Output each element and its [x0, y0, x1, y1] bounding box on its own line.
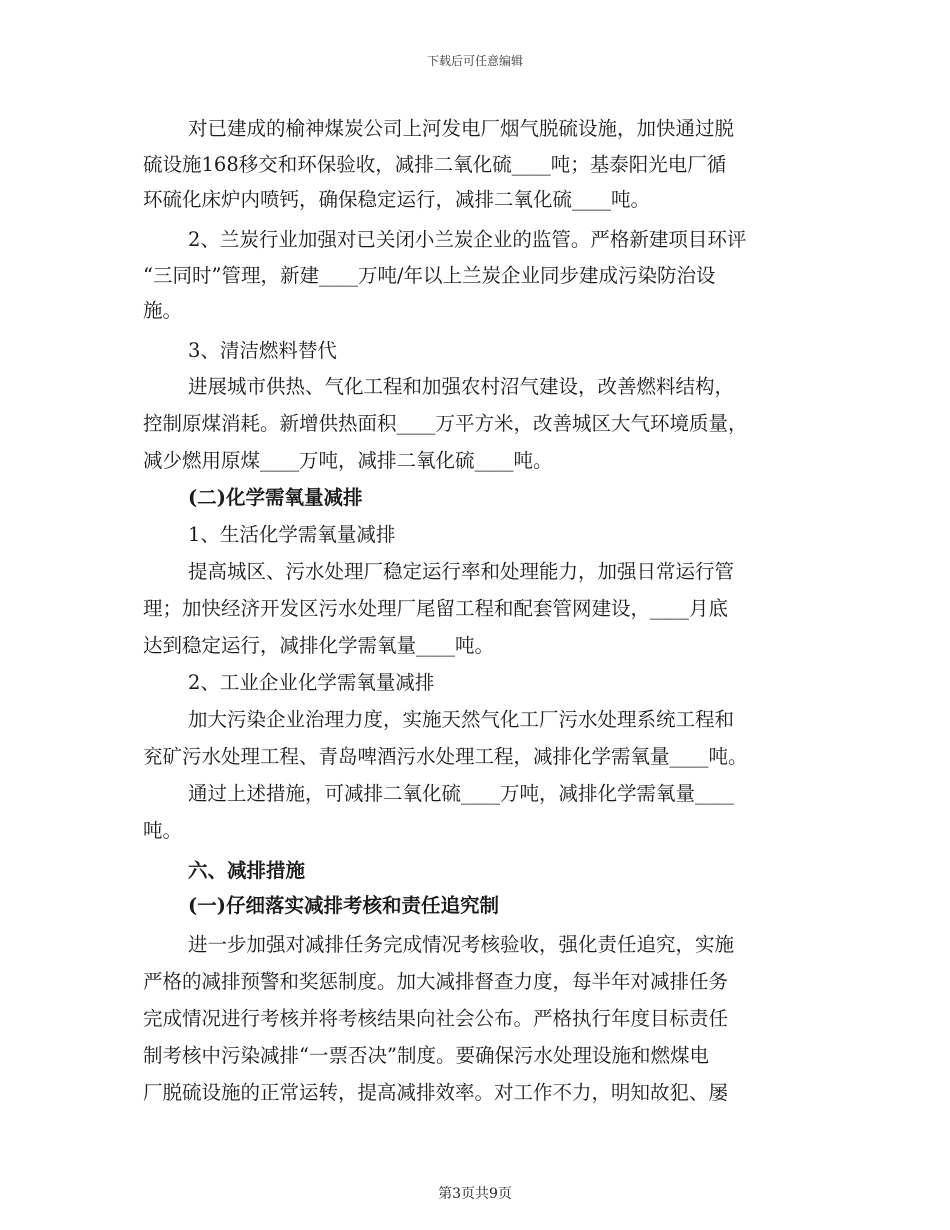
section-heading: (二)化学需氧量减排 — [188, 486, 363, 509]
paragraph-line: 控制原煤消耗。新增供热面积____万平方米，改善城区大气环境质量， — [143, 412, 748, 435]
paragraph-line: 施。 — [143, 299, 183, 322]
paragraph-line: 通过上述措施，可减排二氧化硫____万吨，减排化学需氧量____ — [188, 782, 735, 805]
page-footer: 第3页共9页 — [438, 1186, 512, 1202]
section-heading: (一)仔细落实减排考核和责任追究制 — [188, 894, 499, 917]
paragraph-line: 2、兰炭行业加强对已关闭小兰炭企业的监管。严格新建项目环评 — [188, 228, 747, 251]
paragraph-line: 进一步加强对减排任务完成情况考核验收，强化责任追究，实施 — [188, 933, 735, 956]
paragraph-line: 加大污染企业治理力度，实施天然气化工厂污水处理系统工程和 — [188, 708, 735, 731]
paragraph-line: 对已建成的榆神煤炭公司上河发电厂烟气脱硫设施，加快通过脱 — [188, 117, 735, 140]
paragraph-line: 厂脱硫设施的正常运转，提高减排效率。对工作不力，明知故犯、屡 — [143, 1081, 729, 1104]
paragraph-line: 兖矿污水处理工程、青岛啤酒污水处理工程，减排化学需氧量____吨。 — [143, 745, 748, 768]
paragraph-line: 提高城区、污水处理厂稳定运行率和处理能力，加强日常运行管 — [188, 560, 735, 583]
paragraph-line: 吨。 — [143, 819, 183, 842]
paragraph-line: 减少燃用原煤____万吨，减排二氧化硫____吨。 — [143, 449, 553, 472]
paragraph-line: 完成情况进行考核并将考核结果向社会公布。严格执行年度目标责任 — [143, 1007, 729, 1030]
page-header: 下载后可任意编辑 — [426, 54, 523, 68]
paragraph-line: 硫设施168移交和环保验收，减排二氧化硫____吨；基泰阳光电厂循 — [143, 153, 727, 176]
subsection-heading: 1、生活化学需氧量减排 — [188, 523, 396, 546]
paragraph-line: 达到稳定运行，减排化学需氧量____吨。 — [143, 634, 495, 657]
paragraph-line: 制考核中污染减排“一票否决”制度。要确保污水处理设施和燃煤电 — [143, 1044, 709, 1067]
paragraph-line: 严格的减排预警和奖惩制度。加大减排督查力度，每半年对减排任务 — [143, 970, 729, 993]
paragraph-line: “三同时”管理，新建____万吨/年以上兰炭企业同步建成污染防治设 — [143, 264, 716, 287]
subsection-heading: 3、清洁燃料替代 — [188, 339, 337, 362]
paragraph-line: 环硫化床炉内喷钙，确保稳定运行，减排二氧化硫____吨。 — [143, 188, 651, 211]
section-heading: 六、减排措施 — [188, 859, 306, 882]
paragraph-line: 进展城市供热、气化工程和加强农村沼气建设，改善燃料结构， — [188, 375, 735, 398]
subsection-heading: 2、工业企业化学需氧量减排 — [188, 671, 435, 694]
paragraph-line: 理；加快经济开发区污水处理厂尾留工程和配套管网建设，____月底 — [143, 597, 729, 620]
